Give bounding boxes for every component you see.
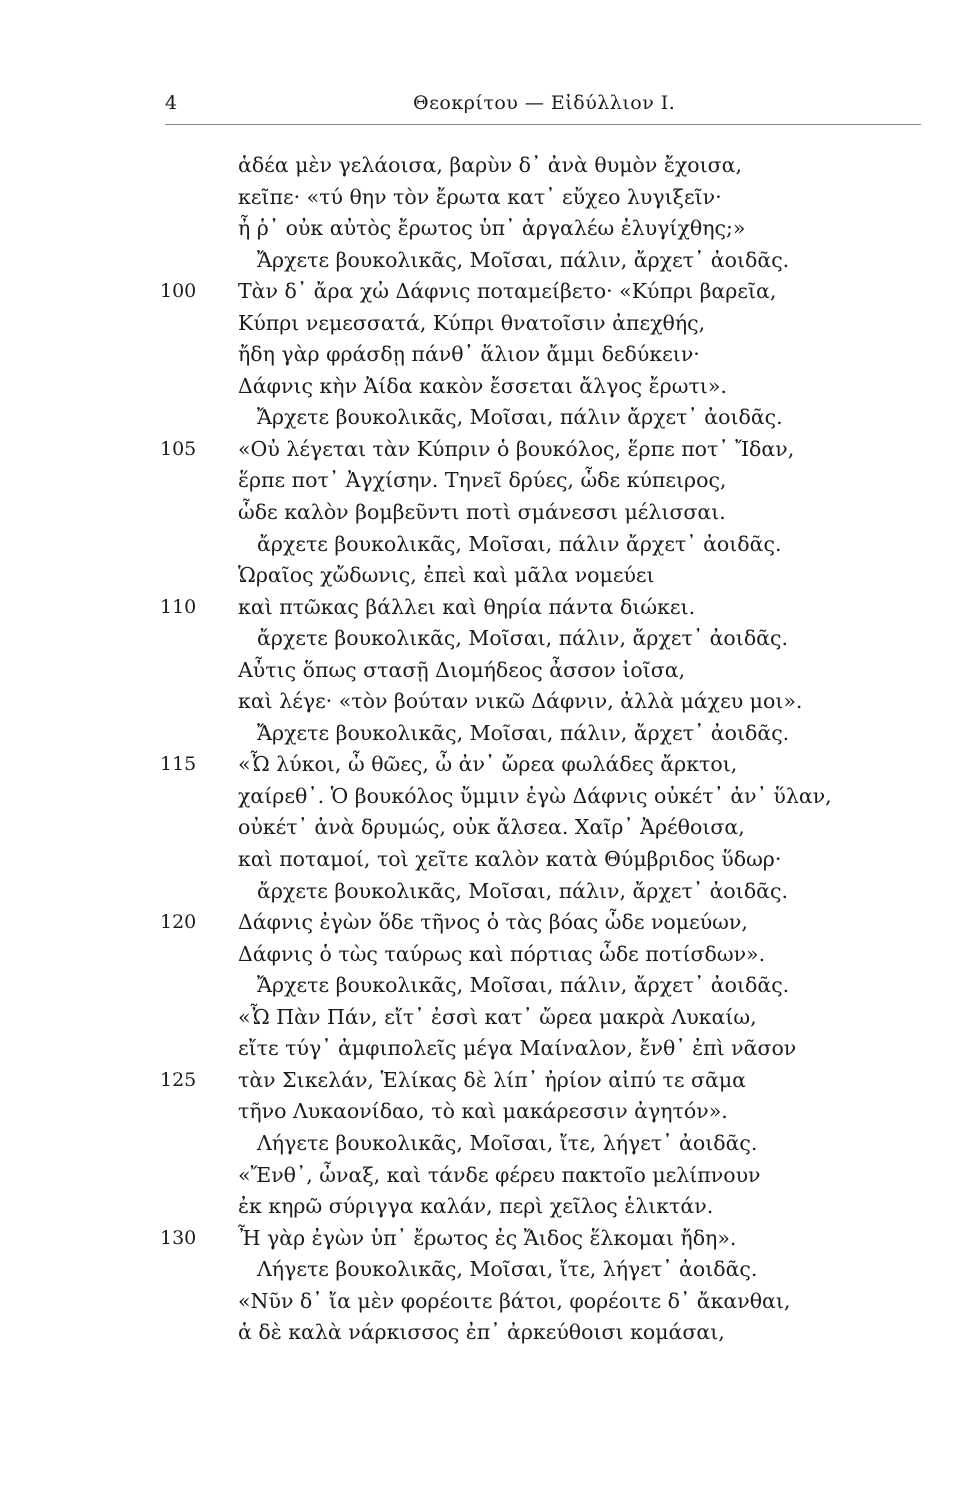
refrain-line xyxy=(160,718,920,750)
refrain-line xyxy=(160,1254,920,1286)
verse-line xyxy=(160,560,920,592)
verse-line xyxy=(160,465,920,497)
line-text: Λήγετε βουκολικᾶς, Μοῖσαι, ἴτε, λήγετ᾽ ἀοιδᾶς. xyxy=(257,1130,758,1155)
line-text: Αὖτις ὅπως στασῇ Διομήδεος ἆσσον ἰοῖσα, xyxy=(238,657,686,682)
line-text: καὶ ποταμοί, τοὶ χεῖτε καλὸν κατὰ Θύμβριδος ὕδωρ· xyxy=(238,847,782,872)
line-text: Κύπρι νεμεσσατά, Κύπρι θνατοῖσιν ἀπεχθής, xyxy=(238,310,706,335)
line-text: τὰν Σικελάν, Ἑλίκας δὲ λίπ᾽ ἠρίον αἰπύ τε σᾶμα xyxy=(238,1067,747,1092)
line-text: Τὰν δ᾽ ἄρα χὠ Δάφνις ποταμείβετο· «Κύπρι βαρεῖα, xyxy=(238,279,777,304)
verse-line xyxy=(160,1002,920,1034)
line-text: Δάφνις κὴν Ἀίδα κακὸν ἔσσεται ἄλγος ἔρωτι». xyxy=(238,373,727,398)
running-title: Θεοκρίτου — Εἰδύλλιον Ι. xyxy=(413,92,676,114)
line-text: καὶ λέγε· «τὸν βούταν νικῶ Δάφνιν, ἀλλὰ μάχευ μοι». xyxy=(238,689,803,714)
verse-line xyxy=(160,1065,920,1097)
line-number: 115 xyxy=(160,753,197,776)
line-text: τῆνο Λυκαονίδαο, τὸ καὶ μακάρεσσιν ἀγητόν». xyxy=(238,1099,728,1124)
verse-line xyxy=(160,1033,920,1065)
line-text: ἤδη γὰρ φράσδῃ πάνθ᾽ ἅλιον ἄμμι δεδύκειν· xyxy=(238,342,700,367)
line-text: οὐκέτ᾽ ἀνὰ δρυμώς, οὐκ ἄλσεα. Χαῖρ᾽ Ἀρέθοισα, xyxy=(238,815,745,840)
line-text: Ἄρχετε βουκολικᾶς, Μοῖσαι, πάλιν, ἄρχετ᾽ ἀοιδᾶς. xyxy=(257,720,790,745)
line-text: Δάφνις ἐγὼν ὅδε τῆνος ὁ τὰς βόας ὧδε νομεύων, xyxy=(238,910,748,935)
verse-line xyxy=(160,339,920,371)
line-text: «Ὦ λύκοι, ὦ θῶες, ὦ ἀν᾽ ὤρεα φωλάδες ἄρκτοι, xyxy=(238,752,738,777)
line-text: ἁδέα μὲν γελάοισα, βαρὺν δ᾽ ἀνὰ θυμὸν ἔχοισα, xyxy=(238,153,742,177)
verse-line xyxy=(160,1223,920,1255)
line-number: 110 xyxy=(160,595,197,618)
line-text: Ἄρχετε βουκολικᾶς, Μοῖσαι, πάλιν, ἄρχετ᾽ ἀοιδᾶς. xyxy=(257,973,790,998)
poem-text xyxy=(160,150,920,1349)
line-text: ἄρχετε βουκολικᾶς, Μοῖσαι, πάλιν, ἄρχετ᾽ ἀοιδᾶς. xyxy=(257,878,788,903)
verse-line xyxy=(160,812,920,844)
verse-line xyxy=(160,276,920,308)
line-number: 130 xyxy=(160,1226,197,1249)
line-text: κεῖπε· «τύ θην τὸν ἔρωτα κατ᾽ εὔχεο λυγιξεῖν· xyxy=(238,184,722,209)
verse-line xyxy=(160,1096,920,1128)
line-number: 120 xyxy=(160,911,197,934)
line-text: «Οὐ λέγεται τὰν Κύπριν ὁ βουκόλος, ἕρπε ποτ᾽ Ἴδαν, xyxy=(238,436,795,461)
line-text: ἦ ῥ᾽ οὐκ αὐτὸς ἔρωτος ὑπ᾽ ἀργαλέω ἐλυγίχθης;» xyxy=(238,216,746,241)
verse-line xyxy=(160,939,920,971)
line-text: Ἄρχετε βουκολικᾶς, Μοῖσαι, πάλιν ἄρχετ᾽ ἀοιδᾶς. xyxy=(257,405,783,430)
line-text: «Ὦ Πὰν Πάν, εἴτ᾽ ἐσσὶ κατ᾽ ὤρεα μακρὰ Λυκαίω, xyxy=(238,1004,757,1029)
verse-line xyxy=(160,308,920,340)
verse-line xyxy=(160,907,920,939)
verse-line xyxy=(160,844,920,876)
line-text: καὶ πτῶκας βάλλει καὶ θηρία πάντα διώκει. xyxy=(238,594,696,619)
line-text: Ὡραῖος χὤδωνις, ἐπεὶ καὶ μᾶλα νομεύει xyxy=(238,563,655,588)
line-text: χαίρεθ᾽. Ὁ βουκόλος ὔμμιν ἐγὼ Δάφνις οὐκέτ᾽ ἀν᾽ ὕλαν, xyxy=(238,783,832,808)
line-text: ἄρχετε βουκολικᾶς, Μοῖσαι, πάλιν, ἄρχετ᾽ ἀοιδᾶς. xyxy=(257,626,788,651)
refrain-line xyxy=(160,529,920,561)
refrain-line xyxy=(160,970,920,1002)
verse-line xyxy=(160,1191,920,1223)
line-text: ἄρχετε βουκολικᾶς, Μοῖσαι, πάλιν ἄρχετ᾽ ἀοιδᾶς. xyxy=(257,531,782,556)
refrain-line xyxy=(160,1128,920,1160)
refrain-line xyxy=(160,402,920,434)
line-number: 125 xyxy=(160,1068,197,1091)
line-text: ἕρπε ποτ᾽ Ἀγχίσην. Τηνεῖ δρύες, ὧδε κύπειρος, xyxy=(238,468,727,493)
line-text: Δάφνις ὁ τὼς ταύρως καὶ πόρτιας ὧδε ποτίσδων». xyxy=(238,941,766,966)
verse-line xyxy=(160,1286,920,1318)
line-number: 100 xyxy=(160,280,197,303)
line-text: ἁ δὲ καλὰ νάρκισσος ἐπ᾽ ἀρκεύθοισι κομάσαι, xyxy=(238,1320,725,1345)
line-text: Ἦ γὰρ ἐγὼν ὑπ᾽ ἔρωτος ἐς Ἄιδος ἕλκομαι ἤδη». xyxy=(238,1225,737,1250)
line-text: «Ἔνθ᾽, ὦναξ, καὶ τάνδε φέρευ πακτοῖο μελίπνουν xyxy=(238,1162,761,1187)
verse-line xyxy=(160,781,920,813)
verse-line xyxy=(160,655,920,687)
line-text: Λήγετε βουκολικᾶς, Μοῖσαι, ἴτε, λήγετ᾽ ἀοιδᾶς. xyxy=(257,1257,758,1282)
line-text: «Νῦν δ᾽ ἴα μὲν φορέοιτε βάτοι, φορέοιτε δ᾽ ἄκανθαι, xyxy=(238,1288,791,1313)
verse-line xyxy=(160,1317,920,1349)
page-number: 4 xyxy=(165,92,178,114)
verse-line xyxy=(160,497,920,529)
verse-line xyxy=(160,150,920,182)
line-text: εἴτε τύγ᾽ ἀμφιπολεῖς μέγα Μαίναλον, ἔνθ᾽ ἐπὶ νᾶσον xyxy=(238,1036,797,1061)
refrain-line xyxy=(160,623,920,655)
verse-line xyxy=(160,1160,920,1192)
verse-line xyxy=(160,182,920,214)
verse-line xyxy=(160,686,920,718)
verse-line xyxy=(160,371,920,403)
page-header xyxy=(165,92,921,122)
verse-line xyxy=(160,749,920,781)
refrain-line xyxy=(160,245,920,277)
line-text: ἐκ κηρῶ σύριγγα καλάν, περὶ χεῖλος ἑλικτάν. xyxy=(238,1194,714,1219)
verse-line xyxy=(160,213,920,245)
verse-line xyxy=(160,434,920,466)
line-text: Ἄρχετε βουκολικᾶς, Μοῖσαι, πάλιν, ἄρχετ᾽ ἀοιδᾶς. xyxy=(257,247,790,272)
verse-line xyxy=(160,592,920,624)
line-number: 105 xyxy=(160,437,197,460)
header-rule xyxy=(165,124,921,125)
line-text: ὧδε καλὸν βομβεῦντι ποτὶ σμάνεσσι μέλισσαι. xyxy=(238,500,726,525)
refrain-line xyxy=(160,876,920,908)
